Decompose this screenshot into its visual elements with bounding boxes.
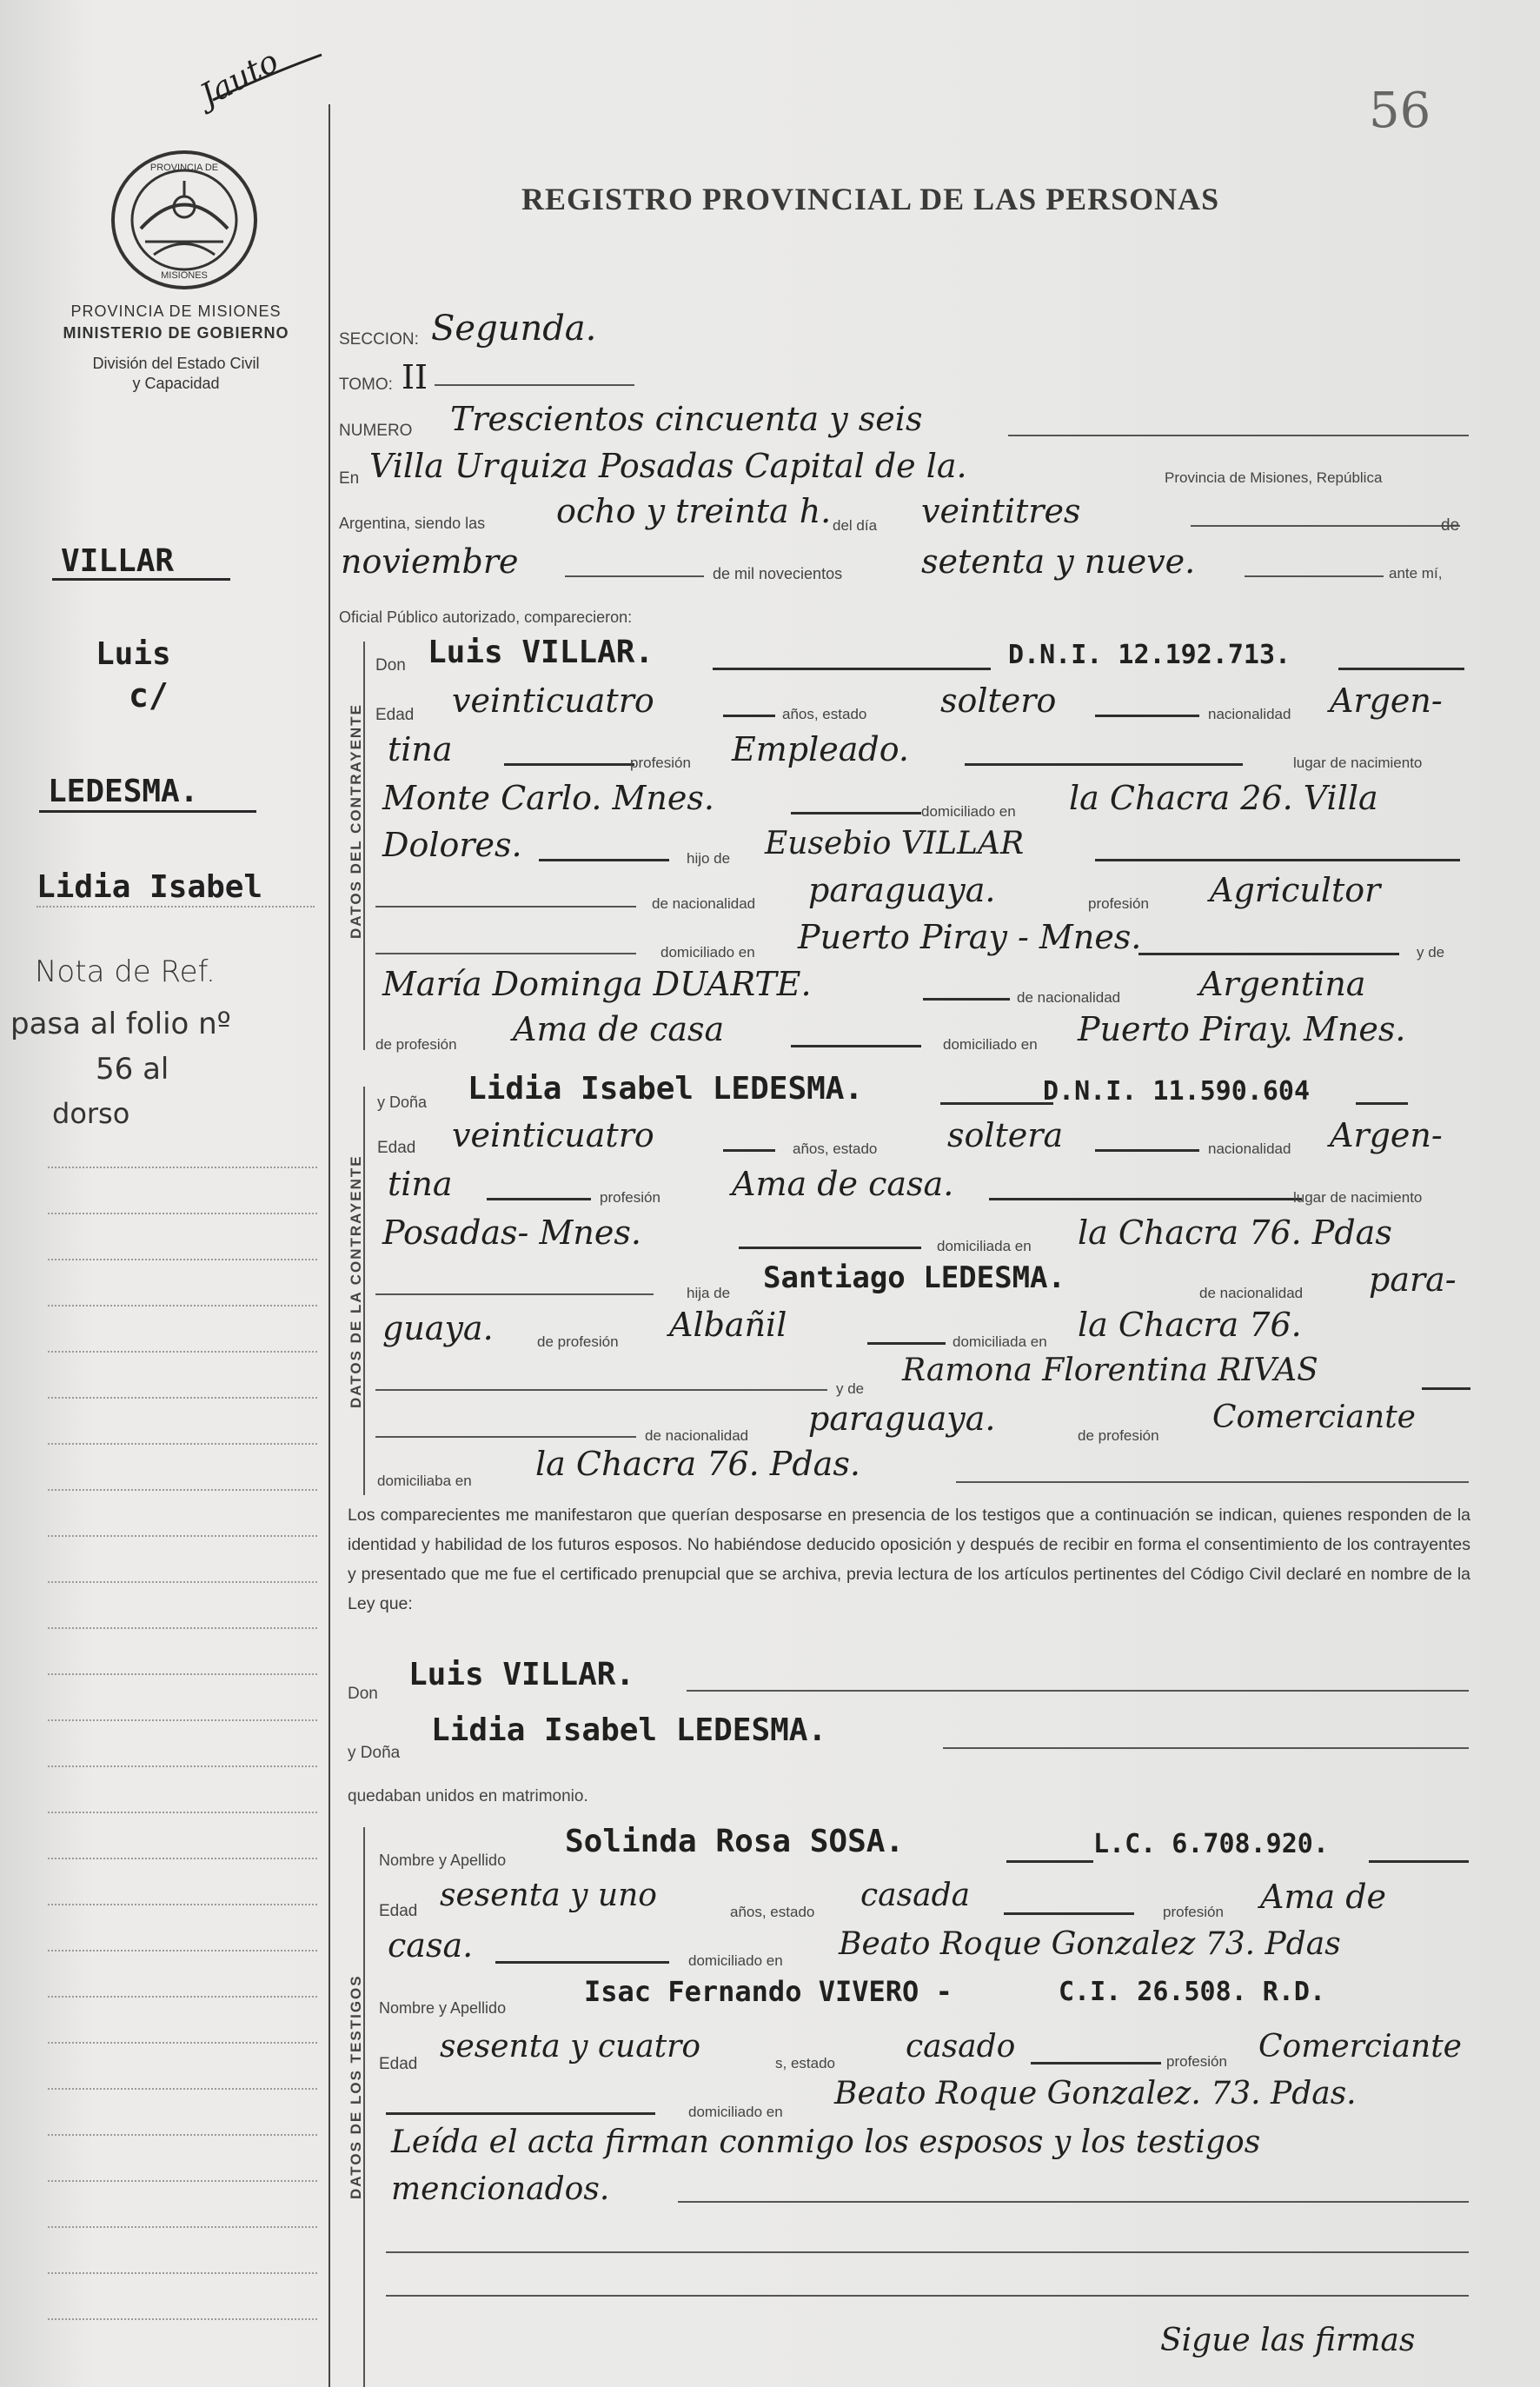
del-dia-label: del día xyxy=(833,517,878,534)
margin-surname-groom: VILLAR xyxy=(61,543,175,579)
groom-padre-nac: paraguaya. xyxy=(808,871,996,909)
bride-y-de-label: y de xyxy=(836,1380,865,1397)
w2-doc: C.I. 26.508. R.D. xyxy=(1059,1977,1326,2007)
issuer-block xyxy=(35,303,317,393)
seccion-value: Segunda. xyxy=(431,309,597,349)
w1-name: Solinda Rosa SOSA. xyxy=(565,1824,905,1859)
bride-madre: Ramona Florentina RIVAS xyxy=(902,1353,1318,1388)
groom-padre: Eusebio VILLAR xyxy=(765,826,1025,861)
bride-padre-nac-label: de nacionalidad xyxy=(1199,1285,1304,1301)
bride-madre-nac-label: de nacionalidad xyxy=(645,1427,749,1444)
provincia-text: Provincia de Misiones, República xyxy=(1165,469,1383,486)
page-number: 56 xyxy=(1369,83,1431,139)
margin-note-line3: 56 al xyxy=(96,1052,169,1087)
w2-nombre-label: Nombre y Apellido xyxy=(379,1999,507,2017)
bride-nac-1: Argen- xyxy=(1330,1116,1443,1154)
w1-anios-label: años, estado xyxy=(730,1904,815,1920)
bride-nac-2: tina xyxy=(388,1165,453,1203)
groom-padre-dom-label: domiciliado en xyxy=(660,944,755,961)
dia-value: veintitres xyxy=(921,492,1081,530)
groom-lugar-nac: Monte Carlo. Mnes. xyxy=(382,779,714,817)
signature-underline xyxy=(209,48,330,109)
groom-section-label: DATOS DEL CONTRAYENTE xyxy=(348,703,364,939)
bride-madre-nac: paraguaya. xyxy=(808,1400,996,1438)
bride-dni: D.N.I. 11.590.604 xyxy=(1043,1076,1311,1107)
w1-edad-label: Edad xyxy=(379,1902,418,1920)
declaration-groom: Luis VILLAR. xyxy=(408,1657,635,1692)
issuer-ministry: MINISTERIO DE GOBIERNO xyxy=(63,324,289,342)
declaration-dona-label: y Doña xyxy=(348,1744,401,1762)
issuer-division: División del Estado Civil xyxy=(92,355,260,372)
groom-name: Luis VILLAR. xyxy=(428,635,654,670)
tomo-value: II xyxy=(402,358,428,396)
bride-madre-prof-label: de profesión xyxy=(1078,1427,1159,1444)
numero-value: Trescientos cincuenta y seis xyxy=(450,400,923,438)
bride-domicilio: la Chacra 76. Pdas xyxy=(1078,1213,1392,1252)
provincial-seal-icon xyxy=(106,146,262,294)
closing-line-1: Leída el acta firman conmigo los esposos y los testigos xyxy=(391,2124,1261,2160)
groom-lugar-nac-label: lugar de nacimiento xyxy=(1293,755,1423,771)
mes-value: noviembre xyxy=(341,542,519,581)
bride-lugar-nac-label: lugar de nacimiento xyxy=(1293,1189,1423,1206)
bride-domiciliada-label: domiciliada en xyxy=(937,1238,1032,1254)
bride-padre-dom-label: domiciliada en xyxy=(953,1333,1047,1350)
w1-profesion-label: profesión xyxy=(1163,1904,1224,1920)
declaration-paragraph: Los comparecientes me manifestaron que querían desposarse en presencia de los testigos que a continuación se indican, quienes responden de la identidad y habilidad de los futuros esposos. No habiéndose deducido oposición y después de recibir en forma el consentimiento de los contrayentes y presentado que me fue el certificado prenupcial que se archiva, previa lectura de los artículos pertinentes del Código Civil declaré en nombre de la Ley que: xyxy=(348,1506,1470,1613)
bride-section-label: DATOS DE LA CONTRAYENTE xyxy=(348,1154,364,1408)
w2-anios-label: s, estado xyxy=(775,2055,835,2071)
groom-madre-nac-label: de nacionalidad xyxy=(1017,989,1121,1006)
groom-madre-dom-label: domiciliado en xyxy=(943,1036,1038,1053)
oficial-label: Oficial Público autorizado, comparecieron: xyxy=(339,608,633,626)
w2-prof: Comerciante xyxy=(1258,2029,1462,2065)
bride-profesion: Ama de casa. xyxy=(732,1165,954,1203)
groom-madre-dom: Puerto Piray. Mnes. xyxy=(1078,1010,1406,1048)
groom-domicilio-1: la Chacra 26. Villa xyxy=(1069,779,1378,817)
groom-estado: soltero xyxy=(940,682,1057,720)
groom-profesion: Empleado. xyxy=(732,730,910,768)
bride-padre-prof: Albañil xyxy=(669,1306,787,1344)
bride-padre: Santiago LEDESMA. xyxy=(763,1260,1065,1295)
groom-domicilio-2: Dolores. xyxy=(382,826,522,864)
groom-madre-prof-label: de profesión xyxy=(375,1036,457,1053)
groom-padre-prof-label: profesión xyxy=(1088,895,1149,912)
ante-mi-label: ante mí, xyxy=(1389,565,1443,582)
bride-madre-dom: la Chacra 76. Pdas. xyxy=(535,1445,860,1483)
de-label-1: de xyxy=(1441,516,1460,535)
en-label: En xyxy=(339,469,360,488)
w1-nombre-label: Nombre y Apellido xyxy=(379,1852,507,1869)
groom-don-label: Don xyxy=(375,656,406,675)
groom-padre-nac-label: de nacionalidad xyxy=(652,895,756,912)
closing-line-2: mencionados. xyxy=(391,2171,610,2207)
tomo-label: TOMO: xyxy=(339,376,393,394)
groom-hijo-de-label: hijo de xyxy=(687,850,731,867)
margin-signature: Jauto xyxy=(194,43,285,114)
hora-value: ocho y treinta h. xyxy=(556,492,832,530)
witnesses-section-label: DATOS DE LOS TESTIGOS xyxy=(348,1974,364,2199)
w2-profesion-label: profesión xyxy=(1166,2053,1227,2070)
groom-madre-nac: Argentina xyxy=(1199,965,1366,1003)
groom-anios-label: años, estado xyxy=(782,706,867,722)
margin-rule xyxy=(329,104,330,2387)
margin-name-bride: Lidia Isabel xyxy=(37,869,263,905)
w2-domiciliado-label: domiciliado en xyxy=(688,2104,783,2120)
groom-edad-label: Edad xyxy=(375,706,415,724)
bride-domiciliaba-label: domiciliaba en xyxy=(377,1473,472,1489)
bride-edad: veinticuatro xyxy=(452,1116,654,1154)
footer-text: Sigue las firmas xyxy=(1160,2323,1416,2358)
argentina-text: Argentina, siendo las xyxy=(339,515,486,532)
margin-note-line1: Nota de Ref. xyxy=(35,954,216,989)
declaration-bride: Lidia Isabel LEDESMA. xyxy=(431,1712,827,1748)
groom-dni: D.N.I. 12.192.713. xyxy=(1008,640,1291,670)
bride-edad-label: Edad xyxy=(377,1139,416,1157)
de-mil-label: de mil novecientos xyxy=(713,565,843,582)
groom-profesion-label: profesión xyxy=(630,755,691,771)
page-title: REGISTRO PROVINCIAL DE LAS PERSONAS xyxy=(521,182,1220,216)
bride-name: Lidia Isabel LEDESMA. xyxy=(468,1071,864,1107)
margin-name-groom: Luis xyxy=(96,636,171,672)
bride-estado: soltera xyxy=(947,1116,1064,1154)
bride-nac-label: nacionalidad xyxy=(1208,1140,1291,1157)
w1-domiciliado-label: domiciliado en xyxy=(688,1952,783,1969)
bride-padre-dom: la Chacra 76. xyxy=(1078,1306,1302,1344)
groom-nac-1: Argen- xyxy=(1330,682,1443,720)
margin-note-line2: pasa al folio nº xyxy=(10,1007,231,1041)
bride-anios-label: años, estado xyxy=(793,1140,878,1157)
groom-edad: veinticuatro xyxy=(452,682,654,720)
bride-lugar-nac: Posadas- Mnes. xyxy=(382,1213,641,1252)
bride-dona-label: y Doña xyxy=(377,1094,428,1111)
groom-nac-label: nacionalidad xyxy=(1208,706,1291,722)
w2-dom: Beato Roque Gonzalez. 73. Pdas. xyxy=(834,2076,1357,2111)
groom-padre-prof: Agricultor xyxy=(1210,871,1381,909)
groom-madre: María Dominga DUARTE. xyxy=(382,965,812,1003)
groom-y-de-label: y de xyxy=(1417,944,1445,961)
svg-text:MISIONES: MISIONES xyxy=(161,270,208,281)
w2-edad-label: Edad xyxy=(379,2055,418,2073)
groom-padre-dom: Puerto Piray - Mnes. xyxy=(798,918,1142,956)
w1-doc: L.C. 6.708.920. xyxy=(1093,1829,1329,1859)
lugar-value: Villa Urquiza Posadas Capital de la. xyxy=(369,447,967,485)
bride-padre-prof-label: de profesión xyxy=(537,1333,619,1350)
bride-madre-prof: Comerciante xyxy=(1212,1400,1416,1435)
declaration-don-label: Don xyxy=(348,1685,378,1703)
w1-prof-1: Ama de xyxy=(1260,1878,1387,1916)
groom-domiciliado-label: domiciliado en xyxy=(921,803,1016,820)
bride-hija-de-label: hija de xyxy=(687,1285,731,1301)
margin-surname-bride: LEDESMA. xyxy=(48,774,199,809)
w2-edad: sesenta y cuatro xyxy=(440,2029,701,2065)
issuer-capacity: y Capacidad xyxy=(132,375,220,392)
groom-madre-prof: Ama de casa xyxy=(513,1010,725,1048)
w1-dom: Beato Roque Gonzalez 73. Pdas xyxy=(839,1926,1341,1962)
bride-profesion-label: profesión xyxy=(600,1189,660,1206)
w1-edad: sesenta y uno xyxy=(440,1878,657,1913)
margin-connector: c/ xyxy=(129,676,169,715)
margin-note-line4: dorso xyxy=(52,1097,130,1130)
w1-prof-2: casa. xyxy=(388,1926,474,1965)
svg-text:PROVINCIA DE: PROVINCIA DE xyxy=(149,163,219,173)
w2-name: Isac Fernando VIVERO - xyxy=(584,1975,953,2008)
bride-padre-nac-2: guaya. xyxy=(382,1309,494,1347)
declaration-closing: quedaban unidos en matrimonio. xyxy=(348,1787,588,1805)
bride-padre-nac-1: para- xyxy=(1369,1260,1457,1299)
w2-estado: casado xyxy=(906,2029,1016,2065)
issuer-province: PROVINCIA DE MISIONES xyxy=(70,303,282,320)
groom-nac-2: tina xyxy=(388,730,453,768)
seccion-label: SECCION: xyxy=(339,330,419,349)
numero-label: NUMERO xyxy=(339,422,413,440)
anio-value: setenta y nueve. xyxy=(921,542,1196,581)
w1-estado: casada xyxy=(860,1878,971,1913)
